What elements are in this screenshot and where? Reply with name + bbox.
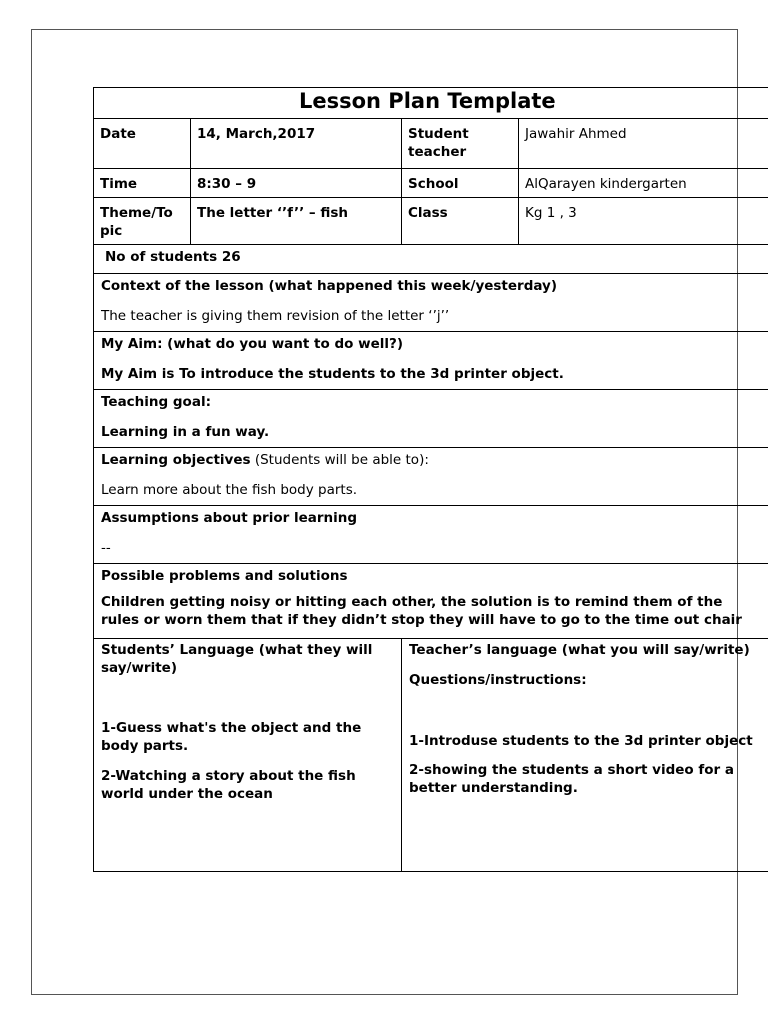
language-row: [93, 639, 768, 872]
goal-text: Learning in a fun way.: [101, 424, 270, 440]
date-label: Date: [94, 119, 191, 168]
student-teacher-label: Student teacher: [402, 119, 519, 168]
problems-heading: Possible problems and solutions: [101, 568, 348, 584]
aim-heading: My Aim: (what do you want to do well?): [101, 336, 404, 352]
teachers-language-item-1: 1-Introduse students to the 3d printer object: [409, 733, 753, 749]
teachers-language-item-2: [409, 761, 734, 797]
assumptions-heading: Assumptions about prior learning: [101, 510, 358, 526]
school-value: AlQarayen kindergarten: [525, 176, 687, 192]
problems-section: [93, 564, 768, 639]
students-language-item-1: [101, 719, 361, 755]
teachers-language-cell: [402, 639, 768, 871]
assumptions-section: [93, 506, 768, 564]
class-label: Class: [402, 198, 519, 244]
students-language-item-2-line-2: world under the ocean: [101, 786, 273, 802]
teachers-language-item-2-line-1: 2-showing the students a short video for a: [409, 762, 735, 778]
students-count: No of students 26: [105, 249, 241, 265]
page-title: Lesson Plan Template: [299, 89, 556, 113]
teachers-language-heading: Teacher’s language (what you will say/write): [409, 642, 750, 658]
teachers-language-item-2-line-2: better understanding.: [409, 780, 578, 796]
date-value: 14, March,2017: [191, 119, 402, 168]
students-count-row: [93, 245, 768, 274]
students-language-item-2-line-1: 2-Watching a story about the fish: [101, 768, 356, 784]
objectives-heading-bold: Learning objectives: [101, 452, 251, 468]
time-label: Time: [94, 169, 191, 197]
theme-value: The letter ‘’f’’ – fish: [191, 198, 402, 244]
theme-label: Theme/To pic: [94, 198, 191, 244]
students-language-heading: [101, 641, 372, 677]
students-language-heading-line-2: say/write): [101, 660, 177, 676]
student-teacher-value: Jawahir Ahmed: [525, 126, 627, 142]
lesson-plan-table: [93, 87, 768, 872]
class-value: Kg 1 , 3: [525, 205, 577, 221]
context-section: [93, 274, 768, 332]
assumptions-text: --: [101, 540, 111, 556]
time-value: 8:30 – 9: [191, 169, 402, 197]
objectives-heading: [101, 452, 429, 468]
students-language-item-1-line-2: body parts.: [101, 738, 189, 754]
goal-heading: Teaching goal:: [101, 394, 211, 410]
aim-text: My Aim is To introduce the students to the 3d printer object.: [101, 366, 564, 382]
objectives-heading-rest: (Students will be able to):: [250, 452, 429, 468]
context-heading: Context of the lesson (what happened this week/yesterday): [101, 278, 558, 294]
objectives-text: Learn more about the fish body parts.: [101, 482, 358, 498]
goal-section: [93, 390, 768, 448]
students-language-item-1-line-1: 1-Guess what's the object and the: [101, 720, 362, 736]
students-language-heading-line-1: Students’ Language (what they will: [101, 642, 373, 658]
aim-section: [93, 332, 768, 390]
theme-row: [93, 198, 768, 245]
students-language-item-2: [101, 767, 356, 803]
school-label: School: [402, 169, 519, 197]
title-row: [93, 87, 768, 119]
objectives-section: [93, 448, 768, 506]
problems-line-1: Children getting noisy or hitting each other, the solution is to remind them of the: [101, 594, 723, 610]
time-row: [93, 169, 768, 198]
students-language-cell: [94, 639, 402, 871]
problems-line-2: rules or worn them that if they didn’t stop they will have to go to the time out chair: [101, 612, 742, 628]
date-row: [93, 119, 768, 169]
context-text: The teacher is giving them revision of the letter ‘’j’’: [101, 308, 450, 324]
teachers-language-subheading: Questions/instructions:: [409, 672, 587, 688]
